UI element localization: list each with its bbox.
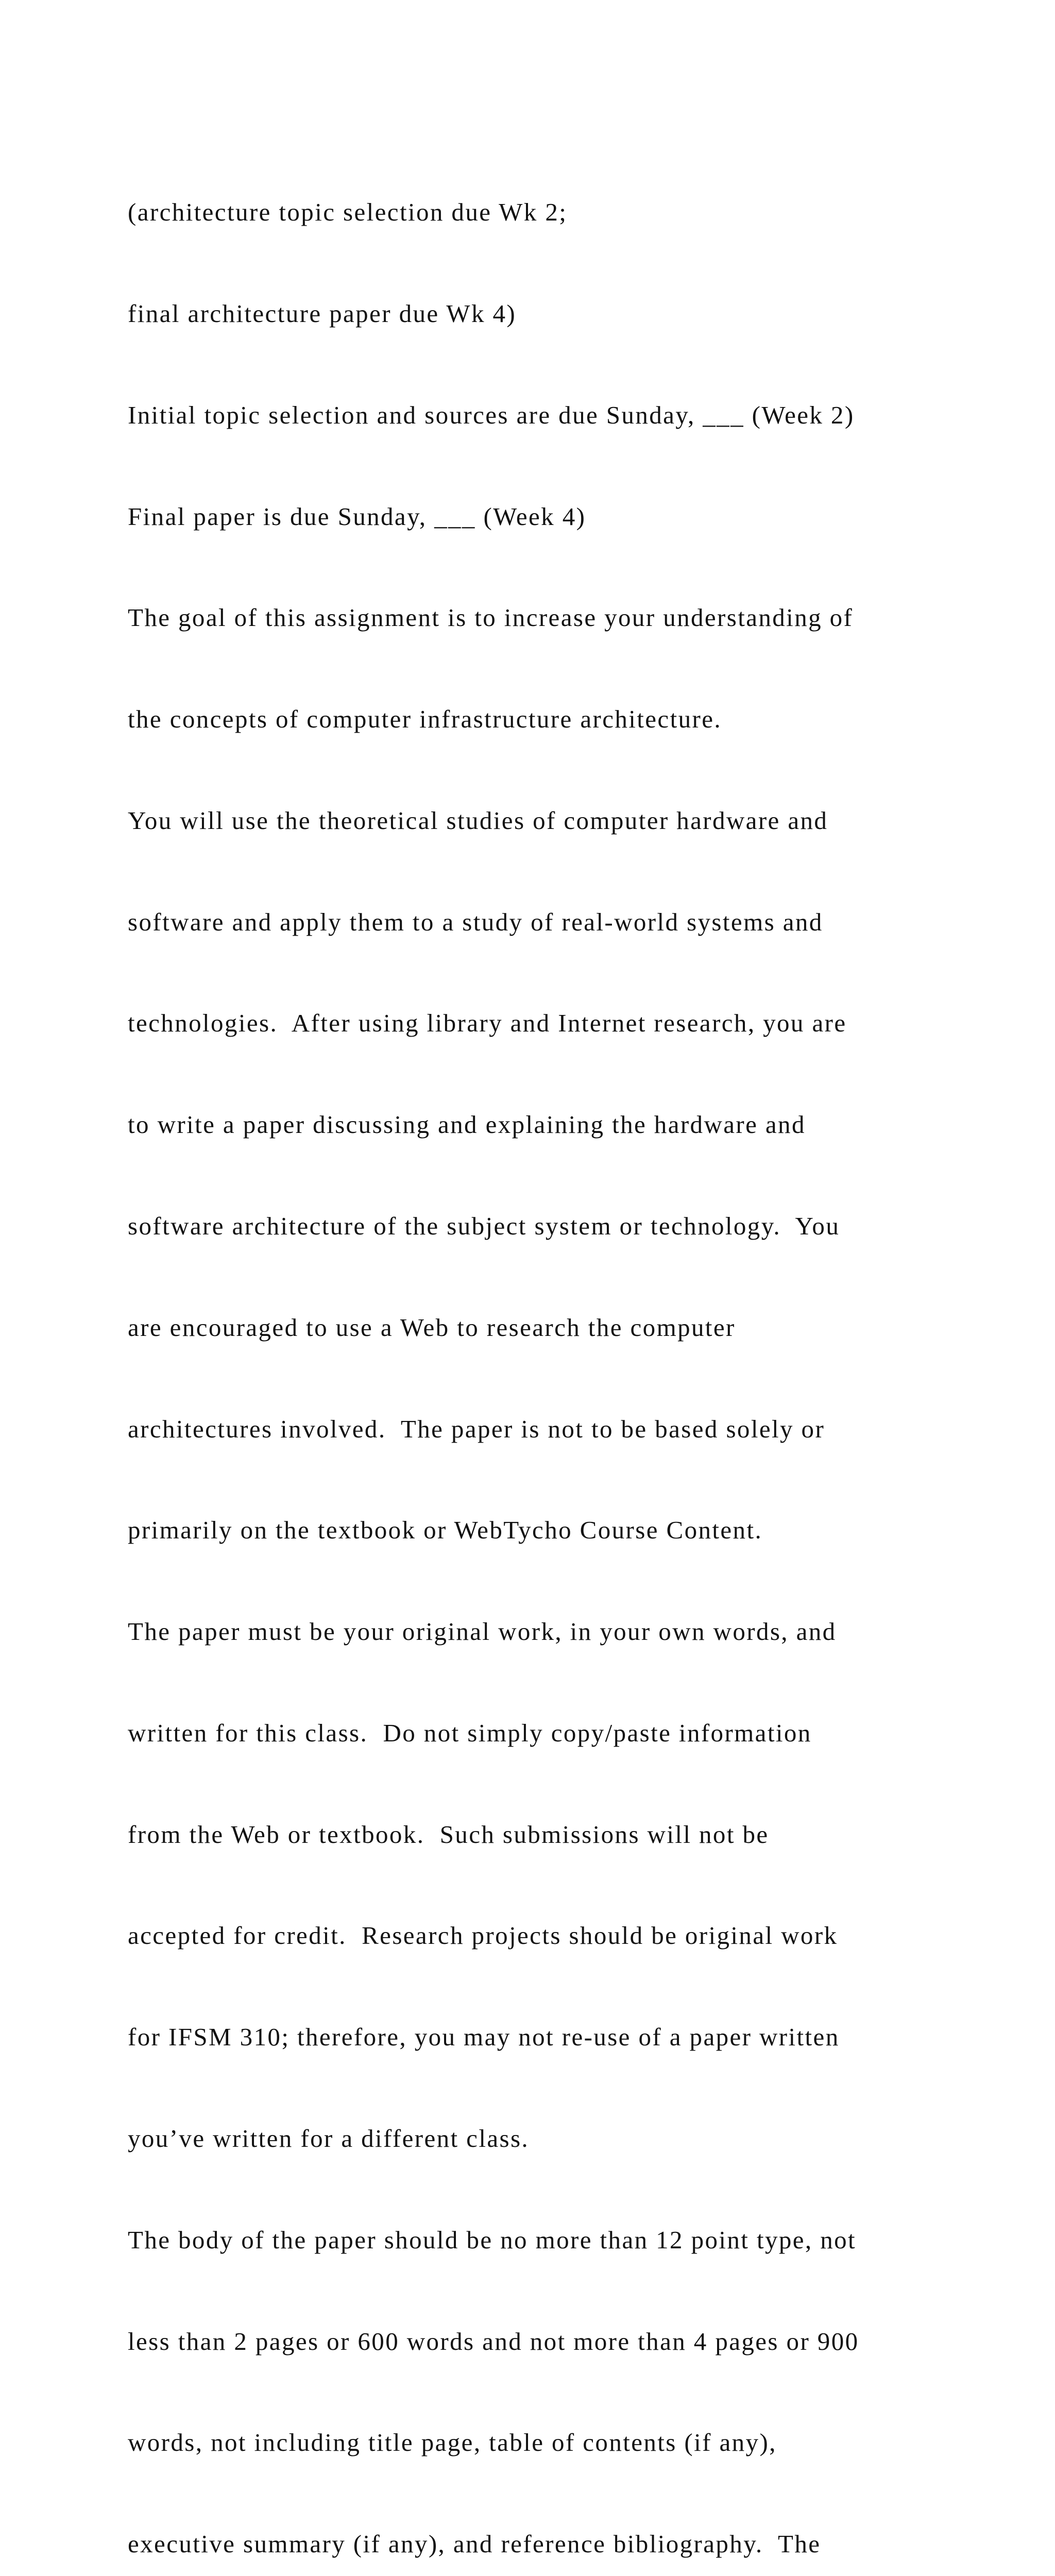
text-line: executive summary (if any), and reference bibliography. The bbox=[128, 2530, 821, 2558]
text-line: for IFSM 310; therefore, you may not re-use of a paper written bbox=[128, 2023, 840, 2052]
text-line: final architecture paper due Wk 4) bbox=[128, 299, 517, 328]
document-body bbox=[128, 128, 1045, 2576]
text-line: technologies. After using library and Internet research, you are bbox=[128, 1009, 847, 1038]
text-line: the concepts of computer infrastructure architecture. bbox=[128, 705, 722, 734]
text-line: words, not including title page, table of contents (if any), bbox=[128, 2428, 777, 2457]
text-line: from the Web or textbook. Such submissions will not be bbox=[128, 1820, 769, 1849]
text-line: (architecture topic selection due Wk 2; bbox=[128, 198, 568, 227]
text-line: to write a paper discussing and explaining the hardware and bbox=[128, 1110, 806, 1139]
text-line: you’ve written for a different class. bbox=[128, 2124, 530, 2153]
text-line: software architecture of the subject system or technology. You bbox=[128, 1212, 840, 1240]
text-line: less than 2 pages or 600 words and not more than 4 pages or 900 bbox=[128, 2327, 859, 2355]
text-line: architectures involved. The paper is not to be based solely or bbox=[128, 1414, 825, 1443]
text-line: written for this class. Do not simply copy/paste information bbox=[128, 1718, 812, 1747]
text-line: The body of the paper should be no more than 12 point type, not bbox=[128, 2225, 857, 2254]
text-line: are encouraged to use a Web to research the computer bbox=[128, 1313, 736, 1342]
text-line: Final paper is due Sunday, ___ (Week 4) bbox=[128, 502, 586, 531]
text-line: software and apply them to a study of real-world systems and bbox=[128, 907, 823, 936]
text-line: You will use the theoretical studies of computer hardware and bbox=[128, 806, 828, 835]
text-line: Initial topic selection and sources are due Sunday, ___ (Week 2) bbox=[128, 400, 855, 429]
text-line: The paper must be your original work, in your own words, and bbox=[128, 1617, 837, 1646]
text-line: The goal of this assignment is to increase your understanding of bbox=[128, 603, 854, 632]
text-line: accepted for credit. Research projects should be original work bbox=[128, 1921, 838, 1950]
text-line: primarily on the textbook or WebTycho Course Content. bbox=[128, 1516, 763, 1545]
